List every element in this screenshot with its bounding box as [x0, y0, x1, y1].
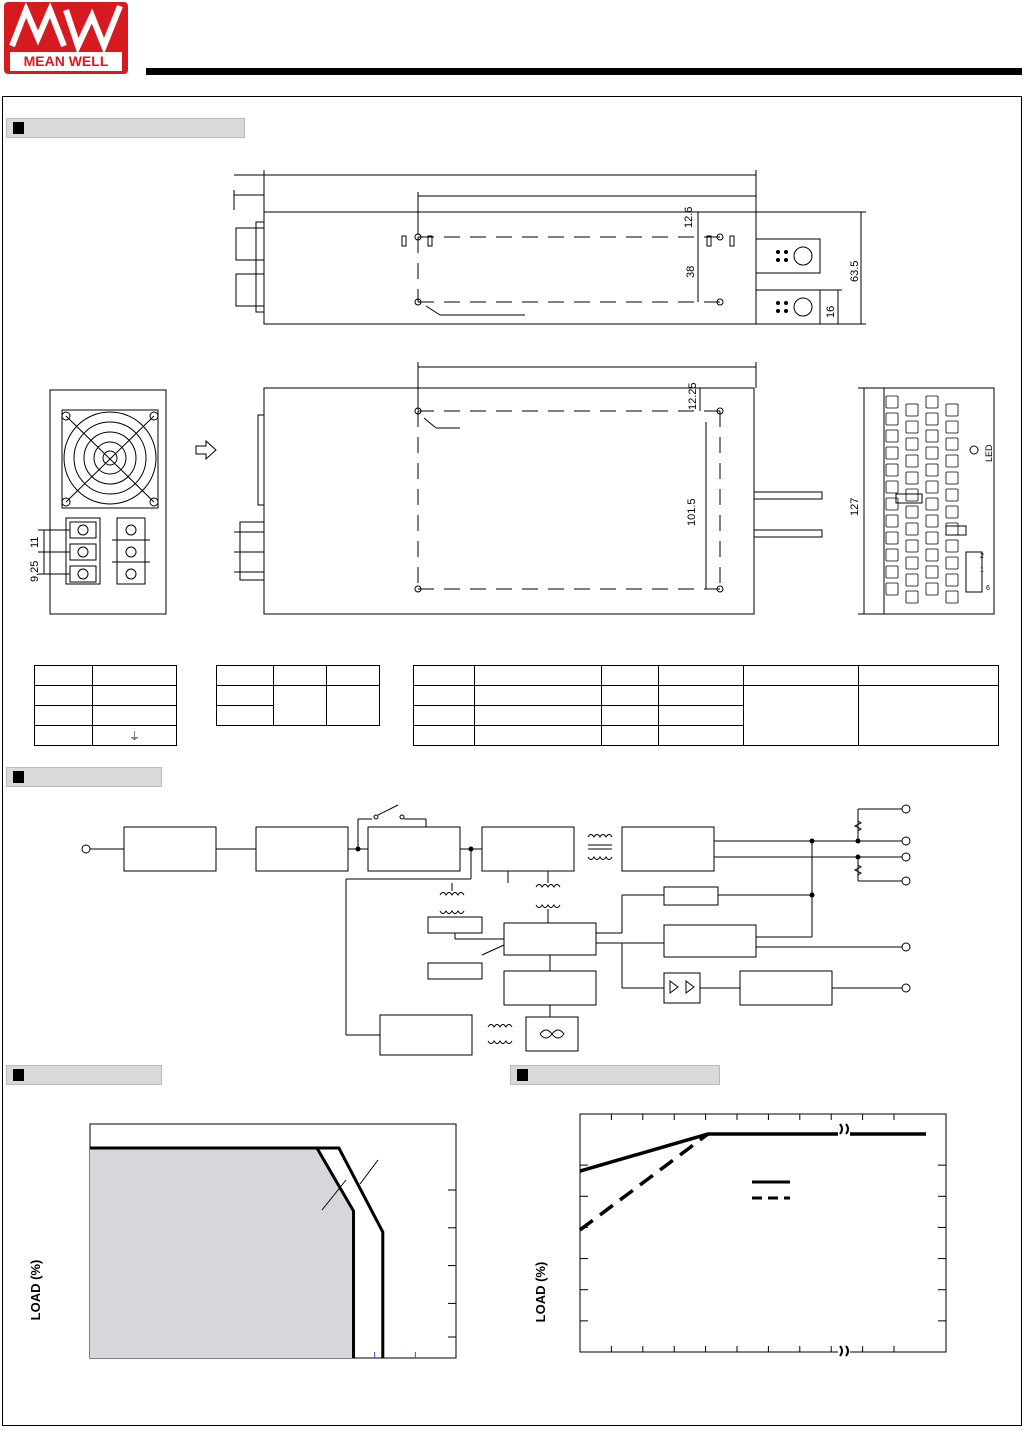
pin-label: 6 [986, 585, 990, 592]
section-header-mechanical [6, 118, 245, 138]
axis-break-icon [838, 1344, 850, 1364]
remote-control-block [740, 971, 832, 1005]
detection-circuit-block [664, 925, 756, 957]
vent-hole [906, 506, 918, 518]
input-series-solid [580, 1134, 926, 1171]
vent-hole [946, 591, 958, 603]
vent-hole [946, 489, 958, 501]
vent-hole [886, 447, 898, 459]
aux-power-block [380, 1015, 472, 1055]
input-series-dashed [580, 1134, 708, 1230]
transformer-icon [536, 885, 560, 908]
vent-hole [886, 549, 898, 561]
input-terminal [82, 845, 90, 853]
vent-hole [906, 540, 918, 552]
transformer-icon [440, 893, 464, 914]
ovp-block [664, 887, 718, 905]
vent-hole [946, 506, 958, 518]
power-switching-block [482, 827, 574, 871]
output-busbar [756, 290, 820, 324]
ground-icon: ⏚ [129, 730, 140, 743]
vent-hole [926, 498, 938, 510]
vent-hole [946, 523, 958, 535]
vent-hole [886, 566, 898, 578]
cn-pin-table [413, 665, 999, 746]
vent-hole [926, 532, 938, 544]
rectifier-filter-block [622, 827, 714, 871]
vent-hole [906, 472, 918, 484]
mw-logo-mark [4, 2, 128, 52]
vent-hole [946, 421, 958, 433]
plot-frame [580, 1114, 946, 1352]
section-marker-icon [13, 771, 24, 783]
section-header-derating [6, 1065, 162, 1085]
transformer-icon [488, 1025, 512, 1044]
emi-filter-block [124, 827, 216, 871]
block-diagram [0, 795, 1025, 1065]
dim-label: 9.25 [29, 560, 41, 582]
side-view [884, 388, 994, 614]
input-curve-chart [500, 1090, 1000, 1390]
logo-wordmark: MEAN WELL [10, 52, 122, 71]
y-axis-label: LOAD (%) [533, 1261, 548, 1323]
vent-hole [906, 574, 918, 586]
vent-hole [906, 421, 918, 433]
led-label: LED [984, 444, 994, 462]
vent-hole [906, 489, 918, 501]
vent-hole [946, 472, 958, 484]
vent-hole [926, 549, 938, 561]
callout-line [360, 1160, 378, 1184]
vent-hole [886, 413, 898, 425]
vent-hole [946, 574, 958, 586]
dim-label: 12.6 [683, 206, 695, 228]
arrow-right-icon [196, 441, 216, 459]
section-marker-icon [13, 122, 24, 134]
vent-hole [946, 557, 958, 569]
vent-hole [906, 455, 918, 467]
dim-label: 16 [825, 305, 837, 318]
section-header-input-curve [510, 1065, 720, 1085]
dim-label: 101.5 [686, 498, 698, 526]
vent-hole [946, 455, 958, 467]
vent-hole [906, 523, 918, 535]
vent-hole [926, 481, 938, 493]
photocoupler-icon [664, 973, 700, 1003]
vent-hole [946, 438, 958, 450]
vent-hole [926, 447, 938, 459]
vent-hole [946, 540, 958, 552]
vent-hole [926, 583, 938, 595]
pin-label: 2 [980, 553, 984, 560]
output-busbar [756, 239, 820, 273]
dim-label: 38 [685, 265, 697, 278]
mechanical-drawing [0, 160, 1025, 630]
vent-hole [886, 481, 898, 493]
dim-label: 127 [849, 497, 861, 516]
vent-hole [886, 396, 898, 408]
vent-hole [906, 438, 918, 450]
vent-hole [906, 557, 918, 569]
section-marker-icon [13, 1069, 24, 1081]
dc-pin-table [216, 665, 380, 726]
vent-hole [906, 404, 918, 416]
otp-block [428, 917, 482, 933]
axis-break-icon [838, 1124, 850, 1144]
pin-label: 1 [980, 567, 984, 574]
vent-hole [926, 396, 938, 408]
vent-hole [926, 515, 938, 527]
chassis-bottom-view [264, 388, 754, 614]
section-header-block-diagram [6, 767, 162, 787]
vent-hole [926, 413, 938, 425]
pwm-control-block [504, 923, 596, 955]
header-rule [146, 68, 1022, 75]
vent-hole [886, 464, 898, 476]
vent-hole [946, 404, 958, 416]
vent-hole [926, 464, 938, 476]
dim-label: 63.5 [849, 260, 861, 282]
section-marker-icon [517, 1069, 528, 1081]
derating-chart [0, 1090, 500, 1390]
vent-hole [886, 583, 898, 595]
front-view [50, 390, 166, 614]
olp-block [428, 963, 482, 979]
rectifier-block [256, 827, 348, 871]
y-axis-label: LOAD (%) [28, 1259, 43, 1321]
led-indicator-icon [970, 446, 978, 454]
transformer-icon [588, 835, 612, 860]
pfc-block [368, 827, 460, 871]
vent-hole [886, 430, 898, 442]
derating-area [90, 1148, 354, 1358]
vent-hole [906, 591, 918, 603]
fan-control-block [504, 971, 596, 1005]
grid [580, 1114, 946, 1352]
vent-hole [886, 532, 898, 544]
vent-hole [886, 515, 898, 527]
vent-hole [926, 566, 938, 578]
dim-label: 12.25 [687, 382, 699, 410]
vent-hole [926, 430, 938, 442]
dim-label: 11 [29, 536, 41, 548]
ac-pin-table [34, 665, 177, 746]
